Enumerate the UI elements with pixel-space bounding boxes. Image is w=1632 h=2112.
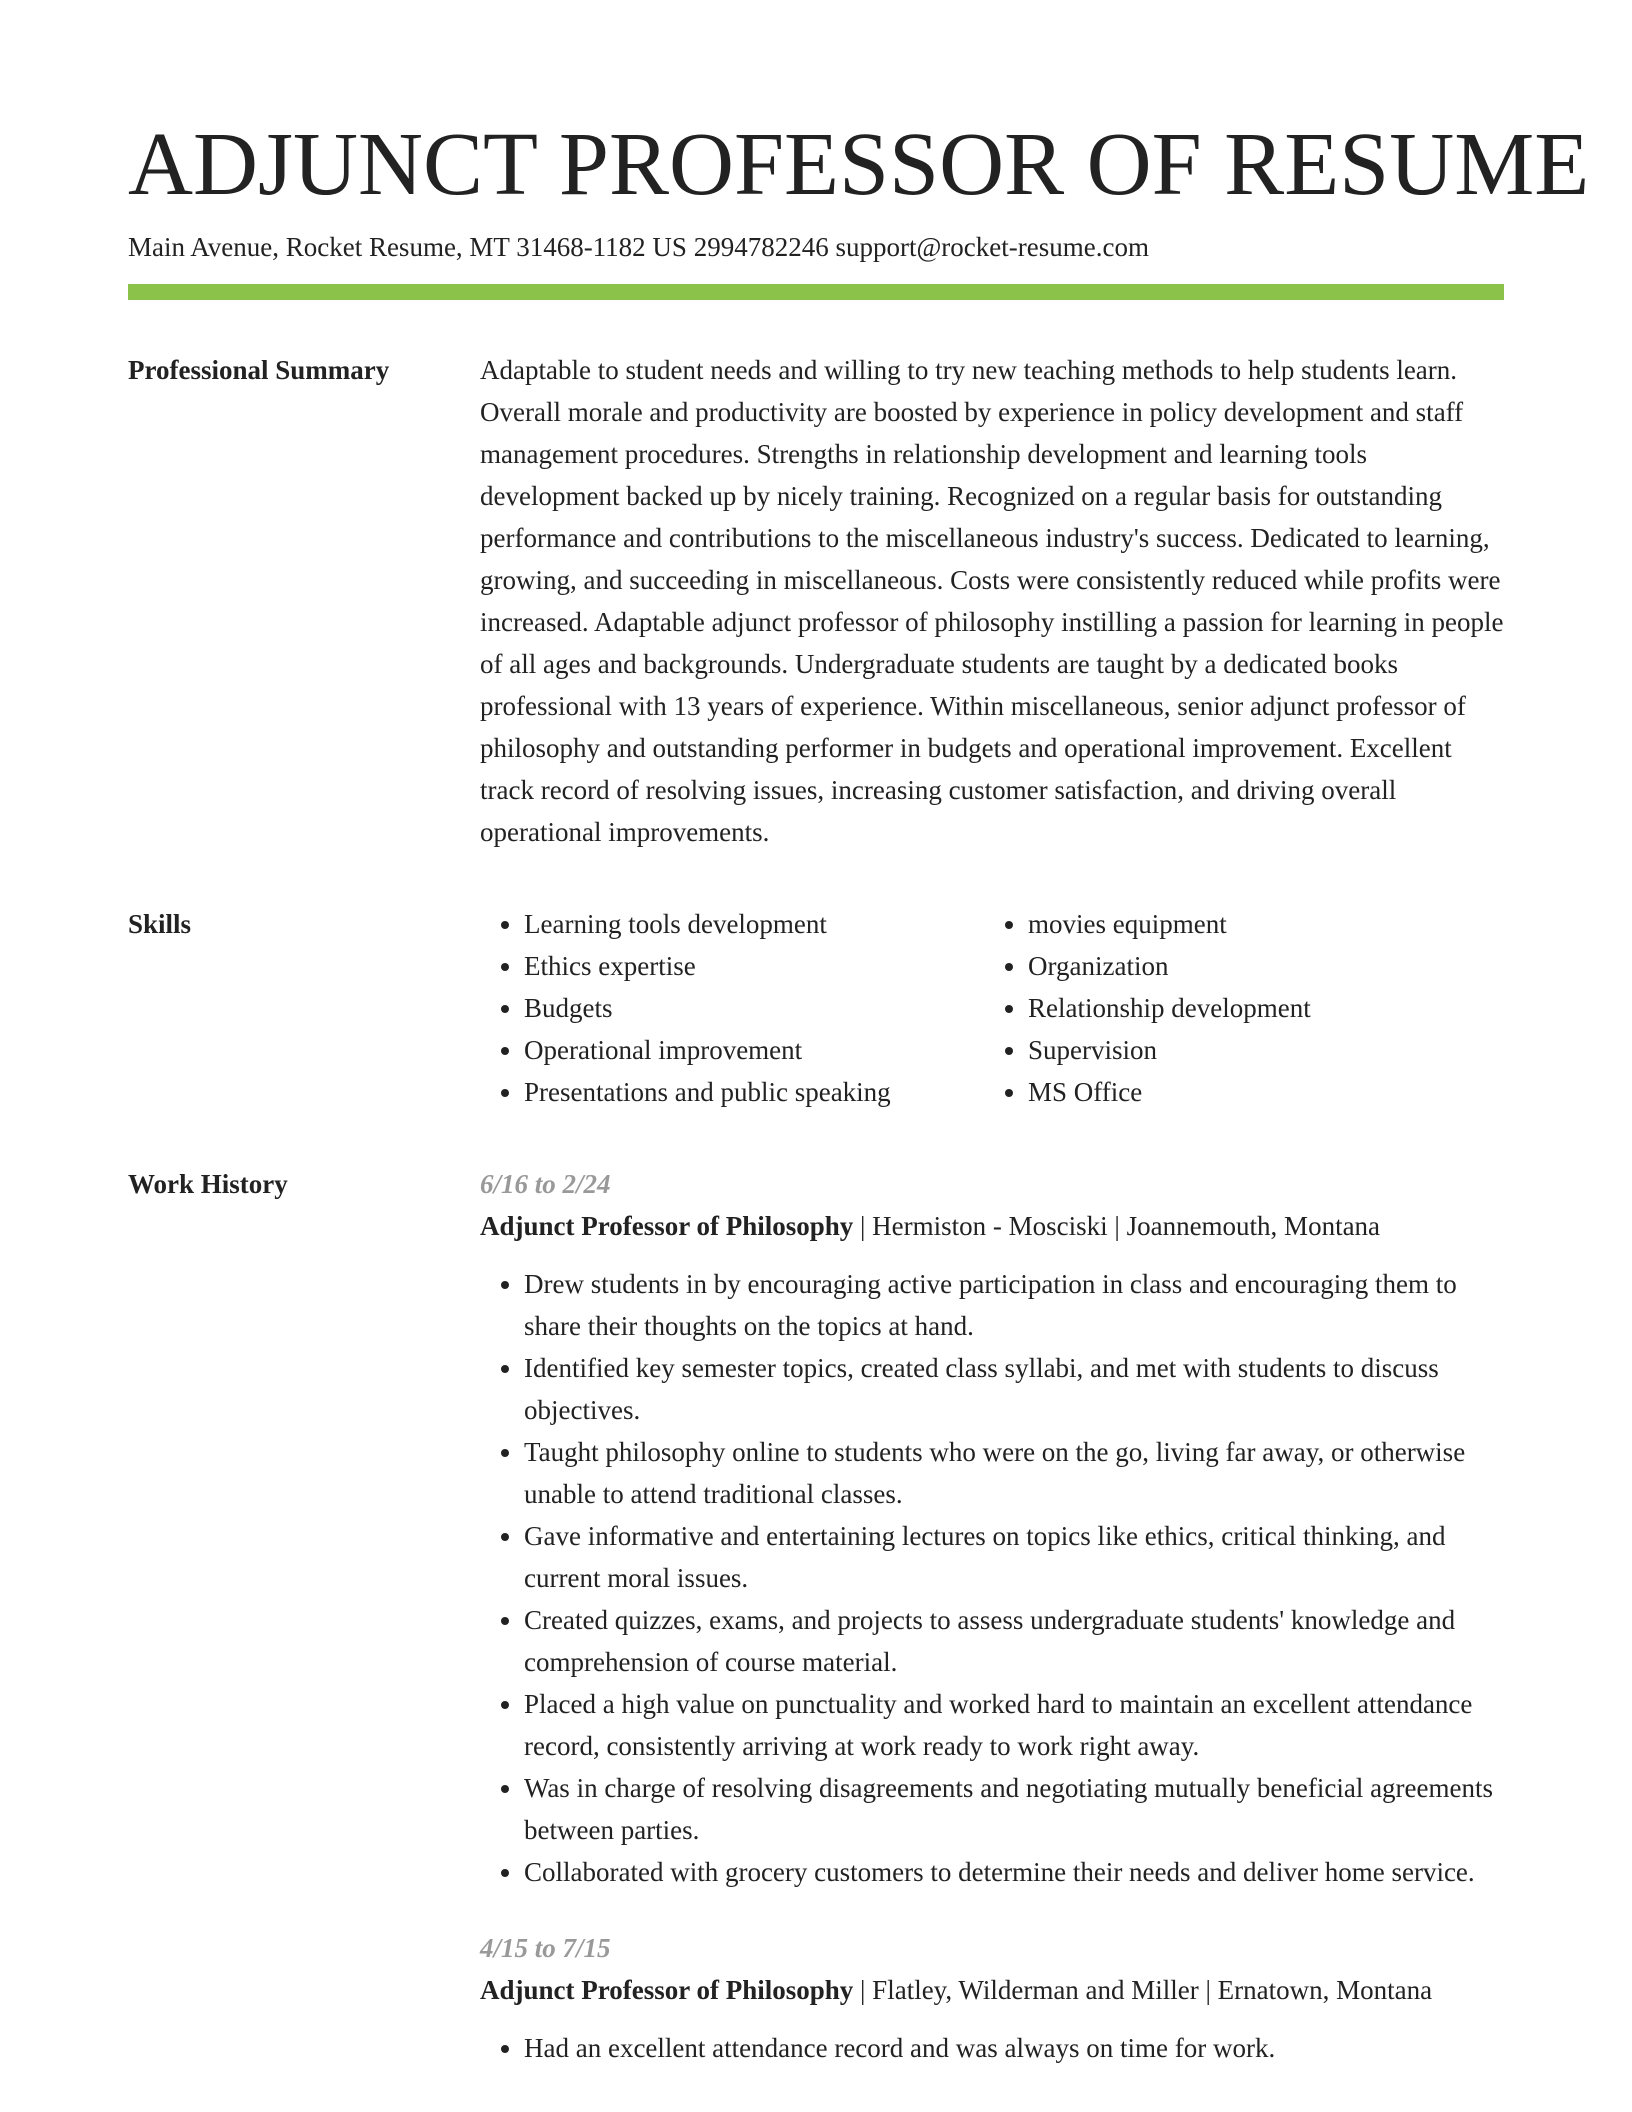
summary-section [128, 349, 1504, 853]
work-history-section [128, 1163, 1504, 2069]
skill-item: • Supervision [1028, 1029, 1311, 1071]
job-entry [480, 1163, 1504, 1893]
job-bullet: • Had an excellent attendance record and was always on time for work. [524, 2027, 1504, 2069]
skills-section [128, 903, 1504, 1113]
skill-item: • Organization [1028, 945, 1311, 987]
job-bullet: • Placed a high value on punctuality and worked hard to maintain an excellent attendance record, consistently arriving at work ready to work right away. [524, 1683, 1504, 1767]
job-employer-location: | Flatley, Wilderman and Miller | Ernatown, Montana [853, 1975, 1433, 2006]
skill-item: • Budgets [524, 987, 984, 1029]
job-bullet: • Gave informative and entertaining lectures on topics like ethics, critical thinking, and current moral issues. [524, 1515, 1504, 1599]
job-bullet: • Collaborated with grocery customers to determine their needs and deliver home service. [524, 1851, 1504, 1893]
skill-item: • Presentations and public speaking [524, 1071, 984, 1113]
accent-divider [128, 284, 1504, 300]
skill-item: • Relationship development [1028, 987, 1311, 1029]
job-bullet: • Created quizzes, exams, and projects to assess undergraduate students' knowledge and comprehension of course material. [524, 1599, 1504, 1683]
job-heading [480, 1969, 1504, 2011]
skills-label: Skills [128, 909, 192, 940]
job-title: Adjunct Professor of Philosophy [480, 1211, 854, 1242]
skill-item: • Ethics expertise [524, 945, 984, 987]
skill-item: • Learning tools development [524, 903, 984, 945]
skills-column-1 [480, 903, 984, 1113]
work-history-label: Work History [128, 1169, 288, 1200]
job-employer-location: | Hermiston - Mosciski | Joannemouth, Montana [853, 1211, 1381, 1242]
summary-text: Adaptable to student needs and willing to try new teaching methods to help students learn. Overall morale and productivity are boosted by experience in policy development and staff management procedures. Strengths in relationship development and learning tools development backed up by nicely training. Recognized on a regular basis for outstanding performance and contributions to the miscellaneous industry's success. Dedicated to learning, growing, and succeeding in miscellaneous. Costs were consistently reduced while profits were increased. Adaptable adjunct professor of philosophy instilling a passion for learning in people of all ages and backgrounds. Undergraduate students are taught by a dedicated books professional with 13 years of experience. Within miscellaneous, senior adjunct professor of philosophy and outstanding performer in budgets and operational improvement. Excellent track record of resolving issues, increasing customer satisfaction, and driving overall operational improvements. [480, 355, 1504, 848]
skill-item: • movies equipment [1028, 903, 1311, 945]
skill-item: • MS Office [1028, 1071, 1311, 1113]
job-entry [480, 1927, 1504, 2069]
job-dates: 4/15 to 7/15 [480, 1933, 611, 1964]
skills-column-2 [984, 903, 1311, 1113]
resume-page [128, 115, 1590, 2069]
job-bullet: • Was in charge of resolving disagreements and negotiating mutually beneficial agreements between parties. [524, 1767, 1504, 1851]
job-dates: 6/16 to 2/24 [480, 1169, 611, 1200]
contact-info: Main Avenue, Rocket Resume, MT 31468-1182 US 2994782246 support@rocket-resume.com [128, 232, 1149, 262]
job-bullet: • Identified key semester topics, created class syllabi, and met with students to discuss objectives. [524, 1347, 1504, 1431]
job-bullet: • Taught philosophy online to students who were on the go, living far away, or otherwise unable to attend traditional classes. [524, 1431, 1504, 1515]
job-bullets [480, 2027, 1504, 2069]
summary-label: Professional Summary [128, 355, 390, 386]
skill-item: • Operational improvement [524, 1029, 984, 1071]
job-heading [480, 1205, 1504, 1247]
job-title: Adjunct Professor of Philosophy [480, 1975, 854, 2006]
job-bullet: • Drew students in by encouraging active participation in class and encouraging them to share their thoughts on the topics at hand. [524, 1263, 1504, 1347]
resume-name: ADJUNCT PROFESSOR OF RESUME [128, 115, 1590, 214]
job-bullets [480, 1263, 1504, 1893]
